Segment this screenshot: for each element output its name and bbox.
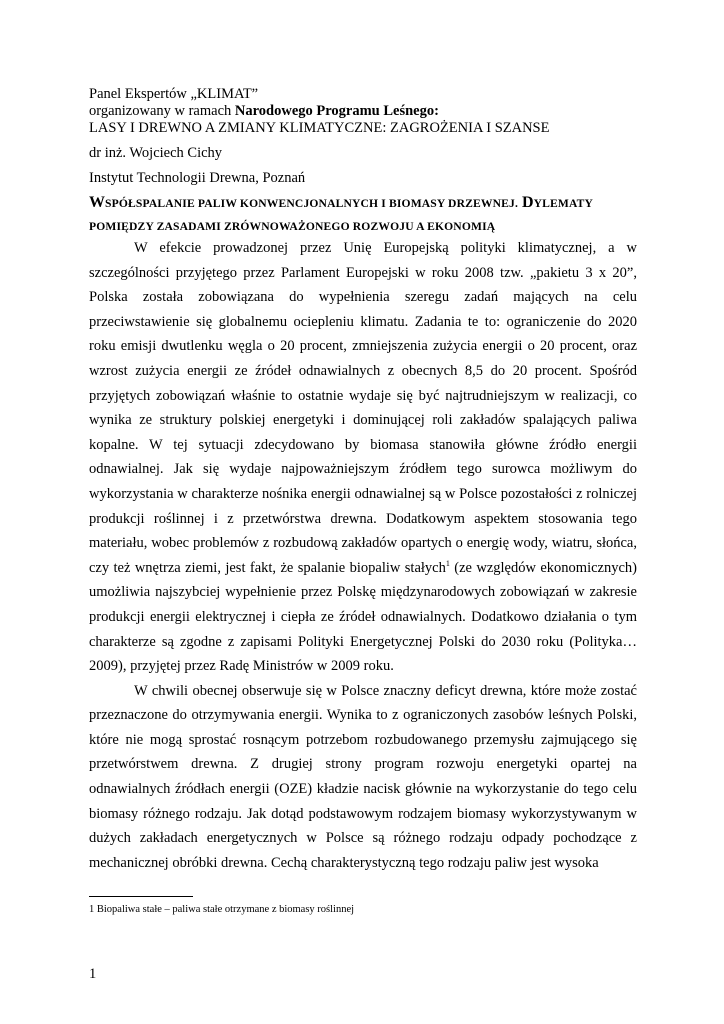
title-initial-d: D bbox=[522, 194, 534, 211]
paragraph-2: W chwili obecnej obserwuje się w Polsce znaczny deficyt drewna, które może zostać przeznaczone do otrzymywania energii. Wynika to z ograniczonych zasobów leśnych Polski, które nie mogą sprostać rosnącym potrzebom rozbudowanego przemysłu zajmującego się przetwórstwem drewna. Z drugiej strony program rozwoju energetyki opartej na odnawialnych źródłach energii (OZE) kładzie nacisk głównie na wykorzystanie do tego celu biomasy różnego rodzaju. Jak dotąd podstawowym rodzajem biomasy wykorzystywanym w dużych zakładach energetycznych w Polsce są różnego rodzaju odpady pochodzące z mechanicznej obróbki drewna. Cechą charakterystyczną tego rodzaju paliw jest wysoka bbox=[89, 682, 637, 871]
paragraph-1 bbox=[89, 236, 637, 679]
author-name: dr inż. Wojciech Cichy bbox=[89, 145, 223, 161]
author-institution: Instytut Technologii Drewna, Poznań bbox=[89, 170, 306, 186]
footnote-reference: 1 bbox=[445, 558, 450, 568]
article-body bbox=[89, 236, 637, 875]
footnote-divider bbox=[89, 896, 193, 897]
panel-name: Panel Ekspertów „KLIMAT” bbox=[89, 86, 259, 102]
title-initial-w: W bbox=[89, 194, 105, 211]
footnote-text: 1 Biopaliwa stałe – paliwa stałe otrzymane z biomasy roślinnej bbox=[89, 904, 355, 915]
paragraph-1-text-a: W efekcie prowadzonej przez Unię Europejską polityki klimatycznej, a w szczególności przyjętego przez Parlament Europejski w roku 2008 tzw. „pakietu 3 x 20”, Polska została zobowiązana do wypełnienia szeregu zadań mających na celu przeciwstawienie się globalnemu ociepleniu klimatu. Zadania te to: ograniczenie do 2020 roku emisji dwutlenku węgla o 20 procent, zmniejszenia zużycia energii o 20 procent, oraz wzrost zużycia energii ze źródeł odnawialnych z obecnych 8,5 do 20 procent. Spośród przyjętych zobowiązań właśnie to ostatnie wydaje się być najtrudniejszym w realizacji, co wynika ze struktury polskiej energetyki i dominującej roli zakładów spalających paliwa kopalne. W tej sytuacji zdecydowano by biomasa stanowiła główne źródło energii odnawialnej. Jak się wydaje najpoważniejszym źródłem tego surowca możliwym do wykorzystania w charakterze nośnika energii odnawialnej są w Polsce pozostałości z rolniczej produkcji roślinnej i z przetwórstwa drewna. Dodatkowym aspektem stosowania tego materiału, wobec problemów z rozbudową zakładów opartych o energię wody, wiatru, słońca, czy też wnętrza ziemi, jest fakt, że spalanie biopaliw stałych bbox=[89, 240, 637, 576]
program-prefix: organizowany w ramach bbox=[89, 103, 235, 119]
title-part-1: SPÓŁSPALANIE PALIW KONWENCJONALNYCH I BIOMASY DRZEWNEJ. bbox=[105, 197, 519, 210]
program-line bbox=[89, 103, 439, 120]
article-title bbox=[89, 192, 649, 238]
program-subtitle: LASY I DREWNO A ZMIANY KLIMATYCZNE: ZAGROŻENIA I SZANSE bbox=[89, 120, 550, 136]
program-name: Narodowego Programu Leśnego: bbox=[234, 103, 439, 119]
page-number: 1 bbox=[89, 966, 97, 982]
paragraph-1-text-b: (ze względów ekonomicznych) umożliwia najszybciej wypełnienie przez Polskę międzynarodowych zobowiązań w zakresie produkcji energii elektrycznej i ciepła ze źródeł odnawialnych. Dodatkowo działania o tym charakterze są zgodne z zapisami Polityki Energetycznej Polski do 2030 roku (Polityka… 2009), przyjętej przez Radę Ministrów w 2009 roku. bbox=[89, 559, 637, 675]
title-part-2: YLEMATY POMIĘDZY ZASADAMI ZRÓWNOWAŻONEGO ROZWOJU A EKONOMIĄ bbox=[89, 197, 593, 233]
